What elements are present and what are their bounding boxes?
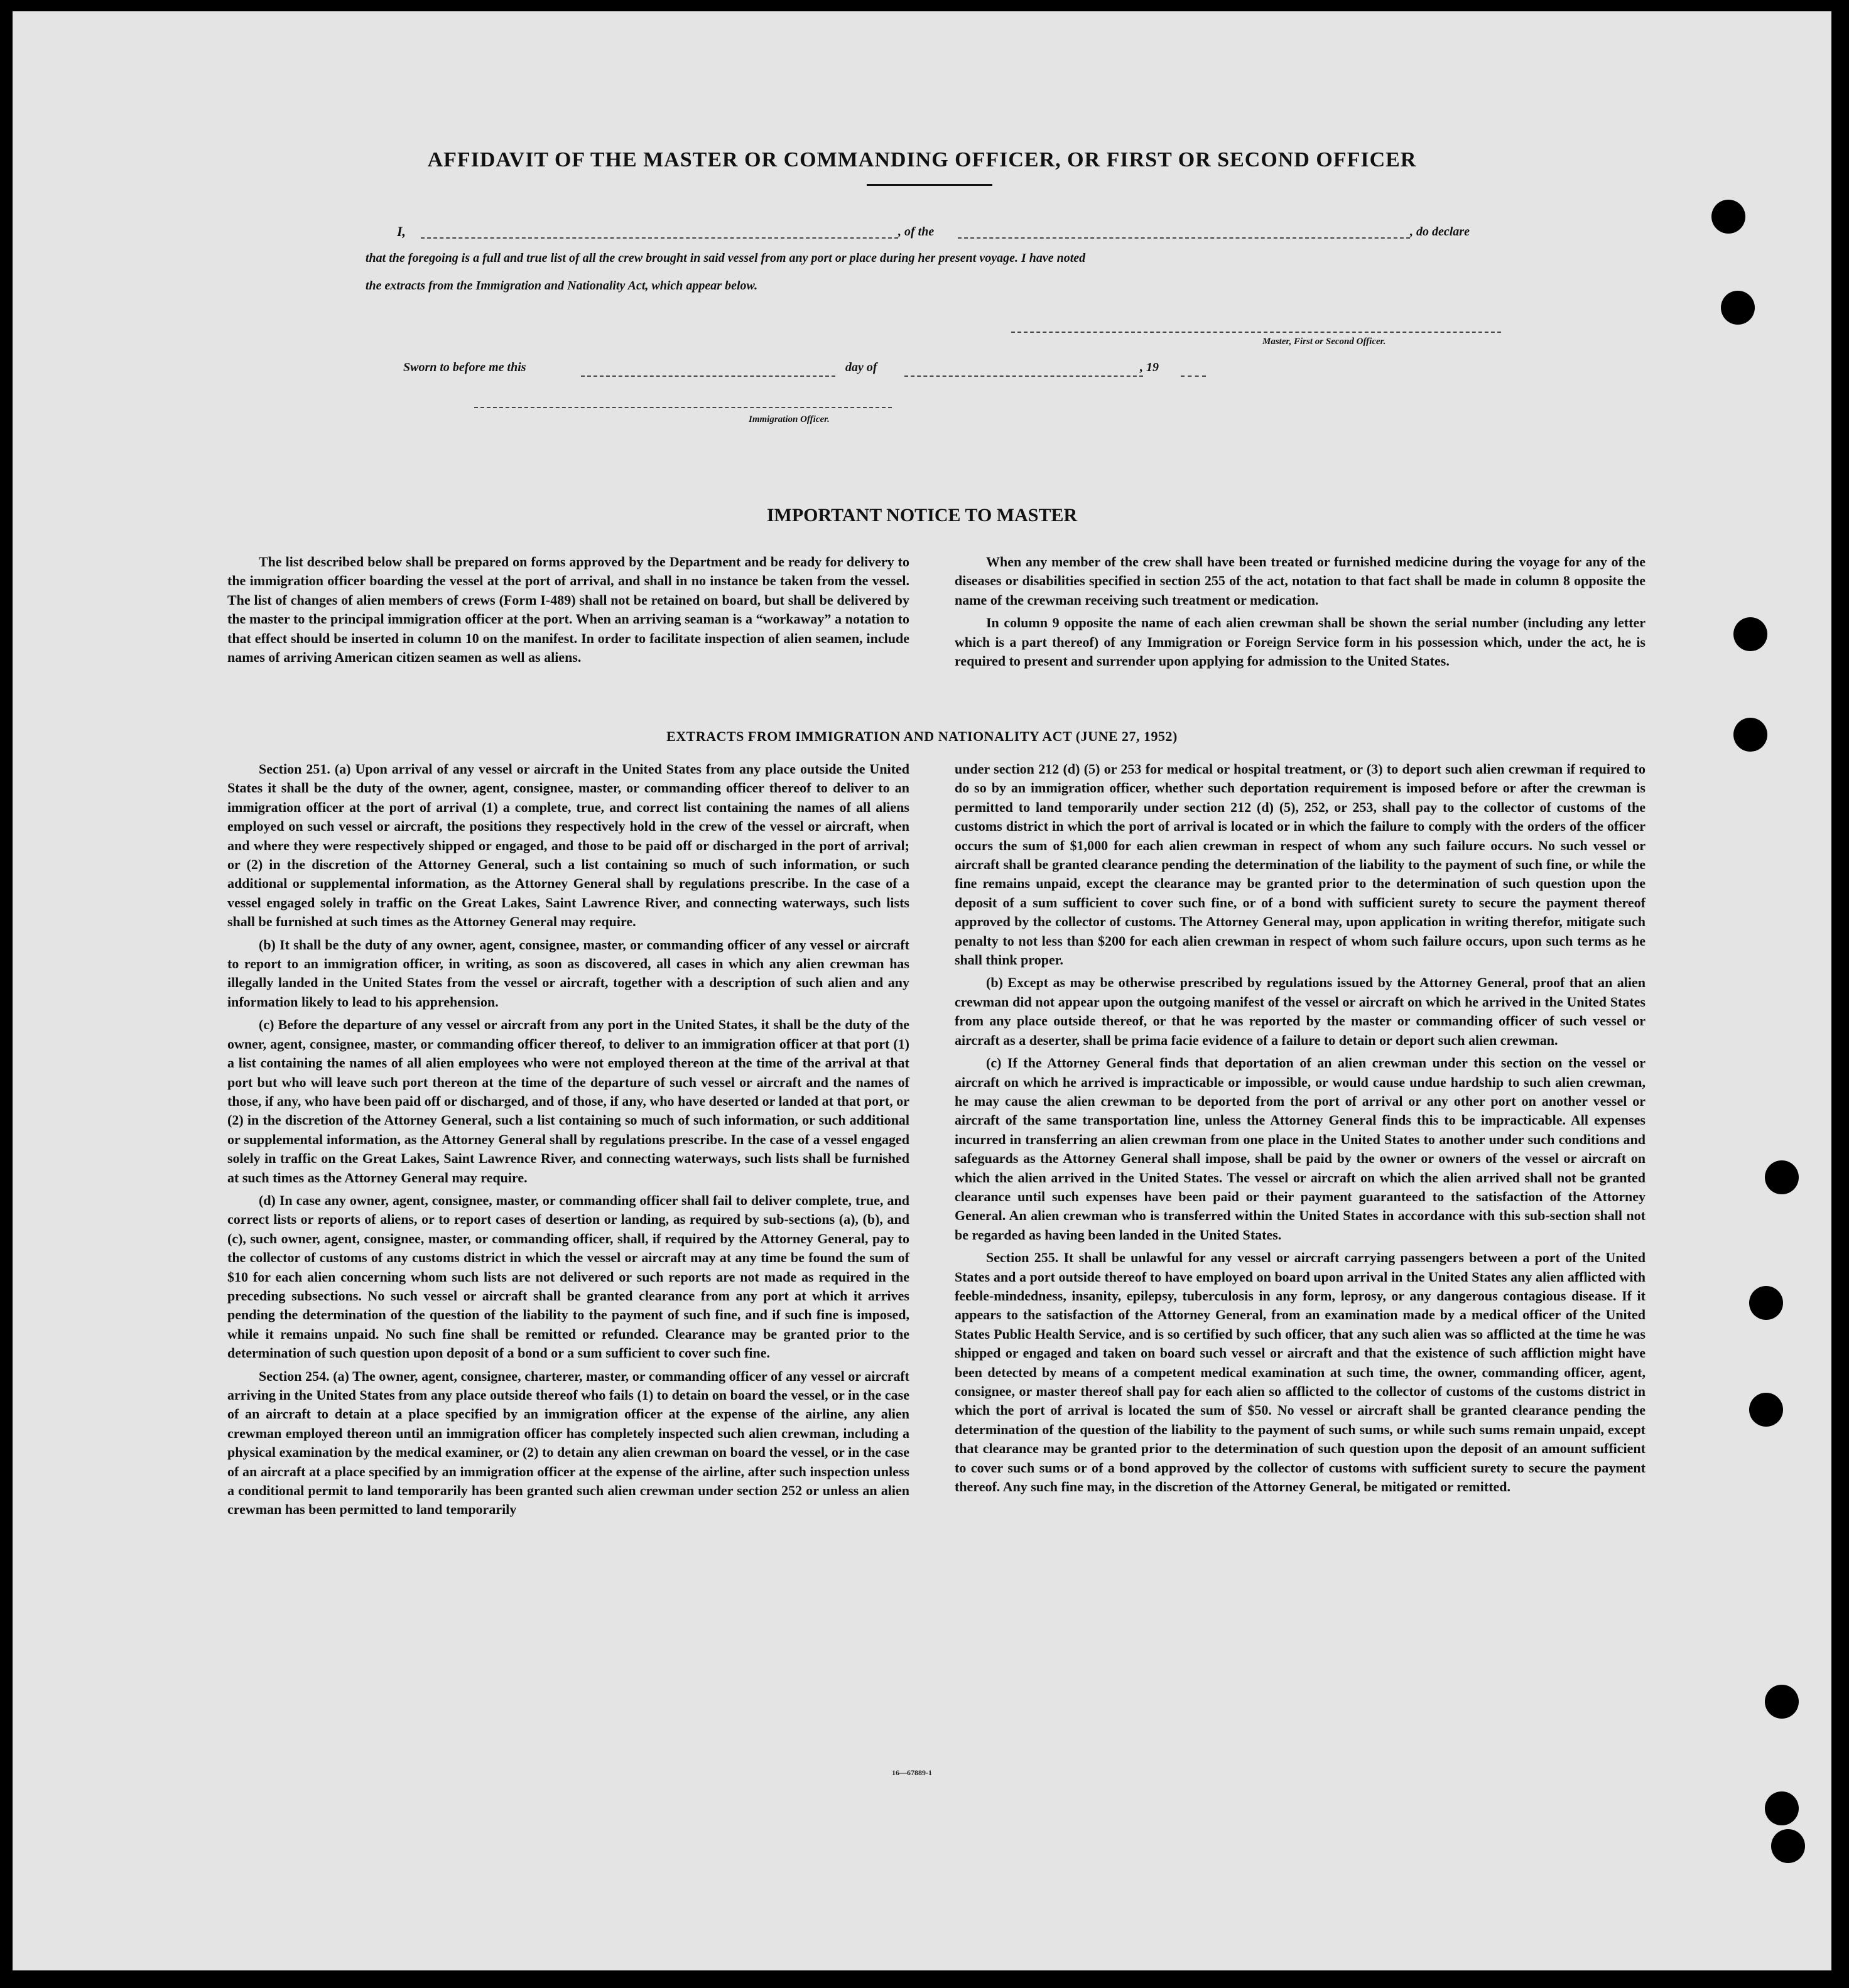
notice-left-column <box>227 553 909 671</box>
extract-paragraph: Section 251. (a) Upon arrival of any vessel or aircraft in the United States from any place outside the United States it shall be the duty of the owner, agent, consignee, master, or commanding officer thereof to deliver to an immigration officer at the port of arrival (1) a complete, true, and correct list containing the names of all aliens employed on such vessel or aircraft, the positions they respectively hold in the crew of the vessel or aircraft, when and where they were respectively shipped or engaged, and those to be paid off or discharged in the port of arrival; or (2) in the discretion of the Attorney General, such a list containing so much of such information, or such additional or supplemental information, as the Attorney General shall by regulations prescribe. In the case of a vessel engaged solely in traffic on the Great Lakes, Saint Lawrence River, and connecting waterways, such lists shall be furnished at such times as the Attorney General may require. <box>227 761 909 930</box>
vessel-blank-line <box>958 237 1410 239</box>
extract-paragraph: Section 255. It shall be unlawful for any vessel or aircraft carrying passengers between a port of the United States and a port outside thereof to have employed on board upon arrival in the United States any alien afflicted with feeble-mindedness, insanity, epilepsy, tuberculosis in any form, leprosy, or any dangerous contagious disease. If it appears to the satisfaction of the Attorney General, from an examination made by a medical officer of the United States Public Health Service, and is so certified by such officer, that any such alien was so afflicted at the time he was shipped or engaged and taken on board such vessel or aircraft and that the existence of such affliction might have been detected by means of a competent medical examination at such time, the owner, commanding officer, agent, consignee, or master thereof shall pay for each alien so afflicted to the collector of customs of the customs district in which the port of arrival is located the sum of $50. No vessel or aircraft shall be granted clearance pending the determination of the question of the liability to the payment of such sums, or while such sums remain unpaid, except that clearance may be granted prior to the determination of such question upon the deposit of an amount sufficient to cover such sums or of a bond approved by the collector of customs with sufficient surety to secure the payment thereof. Any such fine may, in the discretion of the Attorney General, be mitigated or remitted. <box>955 1250 1646 1495</box>
immigration-officer-label: Immigration Officer. <box>749 414 830 424</box>
binder-hole <box>1765 1160 1799 1194</box>
binder-hole <box>1711 200 1745 234</box>
extract-paragraph: (c) Before the departure of any vessel or aircraft from any port in the United States, it shall be the duty of the owner, agent, consignee, master, or commanding officer thereof, to deliver to an immigration officer at that port (1) a list containing the names of all alien employees who were not employed thereon at the time of the arrival at that port but who will leave such port thereon at the time of the departure of such vessel or aircraft and the names of those, if any, who have been paid off or discharged, and of those, if any, who have deserted or landed at that port, or (2) in the discretion of the Attorney General, such a list containing so much of such information, or such additional or supplemental information, as the Attorney General shall by regulations prescribe. In the case of a vessel engaged solely in traffic on the Great Lakes, Saint Lawrence River, and connecting waterways, such lists shall be furnished at such times as the Attorney General may require. <box>227 1017 909 1186</box>
master-signature-line <box>1011 332 1501 333</box>
bleed-through-text <box>188 363 200 385</box>
notice-paragraph: In column 9 opposite the name of each alien crewman shall be shown the serial number (including any letter which is a part thereof) of any Immigration or Foreign Service form in his possession which, under the act, he is required to present and surrender upon applying for admission to the United States. <box>955 615 1646 669</box>
form-code: 16—67889-1 <box>892 1768 932 1777</box>
extract-paragraph: (d) In case any owner, agent, consignee, master, or commanding officer shall fail to deliver complete, true, and correct lists or reports of aliens, or to report cases of desertion or landing, as required by sub-sections (a), (b), and (c), such owner, agent, consignee, master, or commanding officer, shall, if required by the Attorney General, pay to the collector of customs of any customs district in which the vessel or aircraft may at any time be found the sum of $10 for each alien concerning whom such lists are not delivered or such reports are not made as required in the preceding subsections. No such vessel or aircraft shall be granted clearance from any port at which it arrives pending the determination of the question of the liability to the payment of such fine, and if such fine is imposed, while it remains unpaid. No such fine shall be remitted or refunded. Clearance may be granted prior to the determination of such question upon deposit of a bond or a sum sufficient to cover such fine. <box>227 1192 909 1361</box>
binder-hole <box>1749 1286 1783 1320</box>
extract-paragraph: (c) If the Attorney General finds that deportation of an alien crewman under this section on the vessel or aircraft on which he arrived is impracticable or impossible, or would cause undue hardship to such alien crewman, he may cause the alien crewman to be deported from the port of arrival or any other port on another vessel or aircraft of the same transportation line, unless the Attorney General finds this to be impracticable. All expenses incurred in transferring an alien crewman from one place in the United States to another under such conditions and safeguards as the Attorney General shall impose, shall be paid by the owner or owners of the vessel or aircraft on which the alien arrived in the United States. The vessel or aircraft on which the alien arrived shall not be granted clearance until such expenses have been paid or their payment guaranteed to the satisfaction of the Attorney General. An alien crewman who is transferred within the United States in accordance with this sub-section shall not be regarded as having been landed in the United States. <box>955 1055 1646 1243</box>
extract-paragraph: (b) Except as may be otherwise prescribed by regulations issued by the Attorney General, proof that an alien crewman did not appear upon the outgoing manifest of the vessel or aircraft on which he arrived in the United States from any place outside thereof, or that he was reported by the master or commanding officer of such vessel or aircraft as a deserter, shall be prima facie evidence of a failure to detain or deport such alien crewman. <box>955 975 1646 1048</box>
extract-paragraph: under section 212 (d) (5) or 253 for medical or hospital treatment, or (3) to deport such alien crewman if required to do so by an immigration officer, whether such deportation requirement is imposed before or after the crewman is permitted to land temporarily under section 212 (d) (5), 252, or 253, shall pay to the collector of customs of the customs district in which the port of arrival is located or in which the failure to comply with the orders of the officer occurs the sum of $1,000 for each alien crewman in respect of whom any such failure occurs. No such vessel or aircraft shall be granted clearance pending the determination of the liability to the payment of such fine, or while the fine remains unpaid, except the clearance may be granted prior to the determination of such question upon the deposit of a sum sufficient to cover such fine, or of a bond with sufficient surety to secure the payment thereof approved by the collector of customs. The Attorney General may, upon application in writing therefor, mitigate such penalty to not less than $200 for each alien crewman in respect of whom such failure occurs, upon such terms as he shall think proper. <box>955 761 1646 968</box>
name-blank-line <box>421 237 898 239</box>
year-label: , 19 <box>1140 360 1159 374</box>
immigration-officer-signature-line <box>474 407 892 408</box>
notice-paragraph: The list described below shall be prepared on forms approved by the Department and be ready for delivery to the immigration officer boarding the vessel at the port of arrival, and shall in no instance be taken from the vessel. The list of changes of alien members of crews (Form I-489) shall not be retained on board, but shall be delivered by the master to the principal immigration officer at the port. When an arriving seaman is a “workaway” a notation to that effect should be inserted in column 10 on the manifest. In order to facilitate inspection of alien seamen, include names of arriving American citizen seamen as well as aliens. <box>227 554 909 666</box>
notice-title: IMPORTANT NOTICE TO MASTER <box>766 505 1078 526</box>
binder-hole <box>1733 617 1767 651</box>
extract-paragraph: (b) It shall be the duty of any owner, agent, consignee, master, or commanding officer of any vessel or aircraft to report to an immigration officer, in writing, as soon as discovered, all cases in which any alien crewman has illegally landed in the United States from the vessel or aircraft, together with a description of such alien and any information likely to lead to his apprehension. <box>227 936 909 1010</box>
extracts-left-column <box>227 760 909 1523</box>
sworn-label: Sworn to before me this <box>403 360 526 374</box>
sworn-year-line <box>1181 375 1206 377</box>
affidavit-declaration-line1: that the foregoing is a full and true list of all the crew brought in said vessel from any port or place during her present voyage. I have noted <box>366 251 1086 265</box>
title-rule <box>867 184 992 186</box>
document-page <box>13 11 1831 1970</box>
master-signature-label: Master, First or Second Officer. <box>1262 337 1386 347</box>
sworn-month-line <box>904 375 1143 377</box>
affidavit-title: AFFIDAVIT OF THE MASTER OR COMMANDING OFFICER, OR FIRST OR SECOND OFFICER <box>427 148 1417 171</box>
sworn-day-line <box>581 375 835 377</box>
binder-hole <box>1765 1791 1799 1825</box>
affidavit-do-declare-label: , do declare <box>1410 225 1470 239</box>
affidavit-i-label: I, <box>397 224 406 239</box>
extract-paragraph: Section 254. (a) The owner, agent, consignee, charterer, master, or commanding officer of any vessel or aircraft arriving in the United States from any place outside thereof who fails (1) to detain on board the vessel, or in the case of an aircraft to detain at a place specified by an immigration officer at the expense of the airline, any alien crewman employed thereon until an immigration officer has completely inspected such alien crewman, including a physical examination by the medical examiner, or (2) to detain any alien crewman on board the vessel, or in the case of an aircraft at a place specified by an immigration officer at the expense of the airline, after such inspection unless a conditional permit to land temporarily has been granted such alien crewman under section 252 or unless an alien crewman has been permitted to land temporarily <box>227 1368 909 1518</box>
affidavit-of-the-label: , of the <box>898 225 935 239</box>
extracts-title: EXTRACTS FROM IMMIGRATION AND NATIONALITY ACT (JUNE 27, 1952) <box>666 728 1178 744</box>
binder-hole <box>1721 291 1755 325</box>
notice-paragraph: When any member of the crew shall have been treated or furnished medicine during the voyage for any of the diseases or disabilities specified in section 255 of the act, notation to that fact shall be made in column 8 opposite the name of the crewman receiving such treatment or medication. <box>955 554 1646 608</box>
binder-hole <box>1749 1393 1783 1427</box>
binder-hole <box>1765 1685 1799 1719</box>
extracts-right-column <box>955 760 1646 1500</box>
binder-hole <box>1771 1829 1805 1863</box>
day-of-label: day of <box>845 360 877 374</box>
notice-right-column <box>955 553 1646 674</box>
affidavit-declaration-line2: the extracts from the Immigration and Nationality Act, which appear below. <box>366 279 758 293</box>
